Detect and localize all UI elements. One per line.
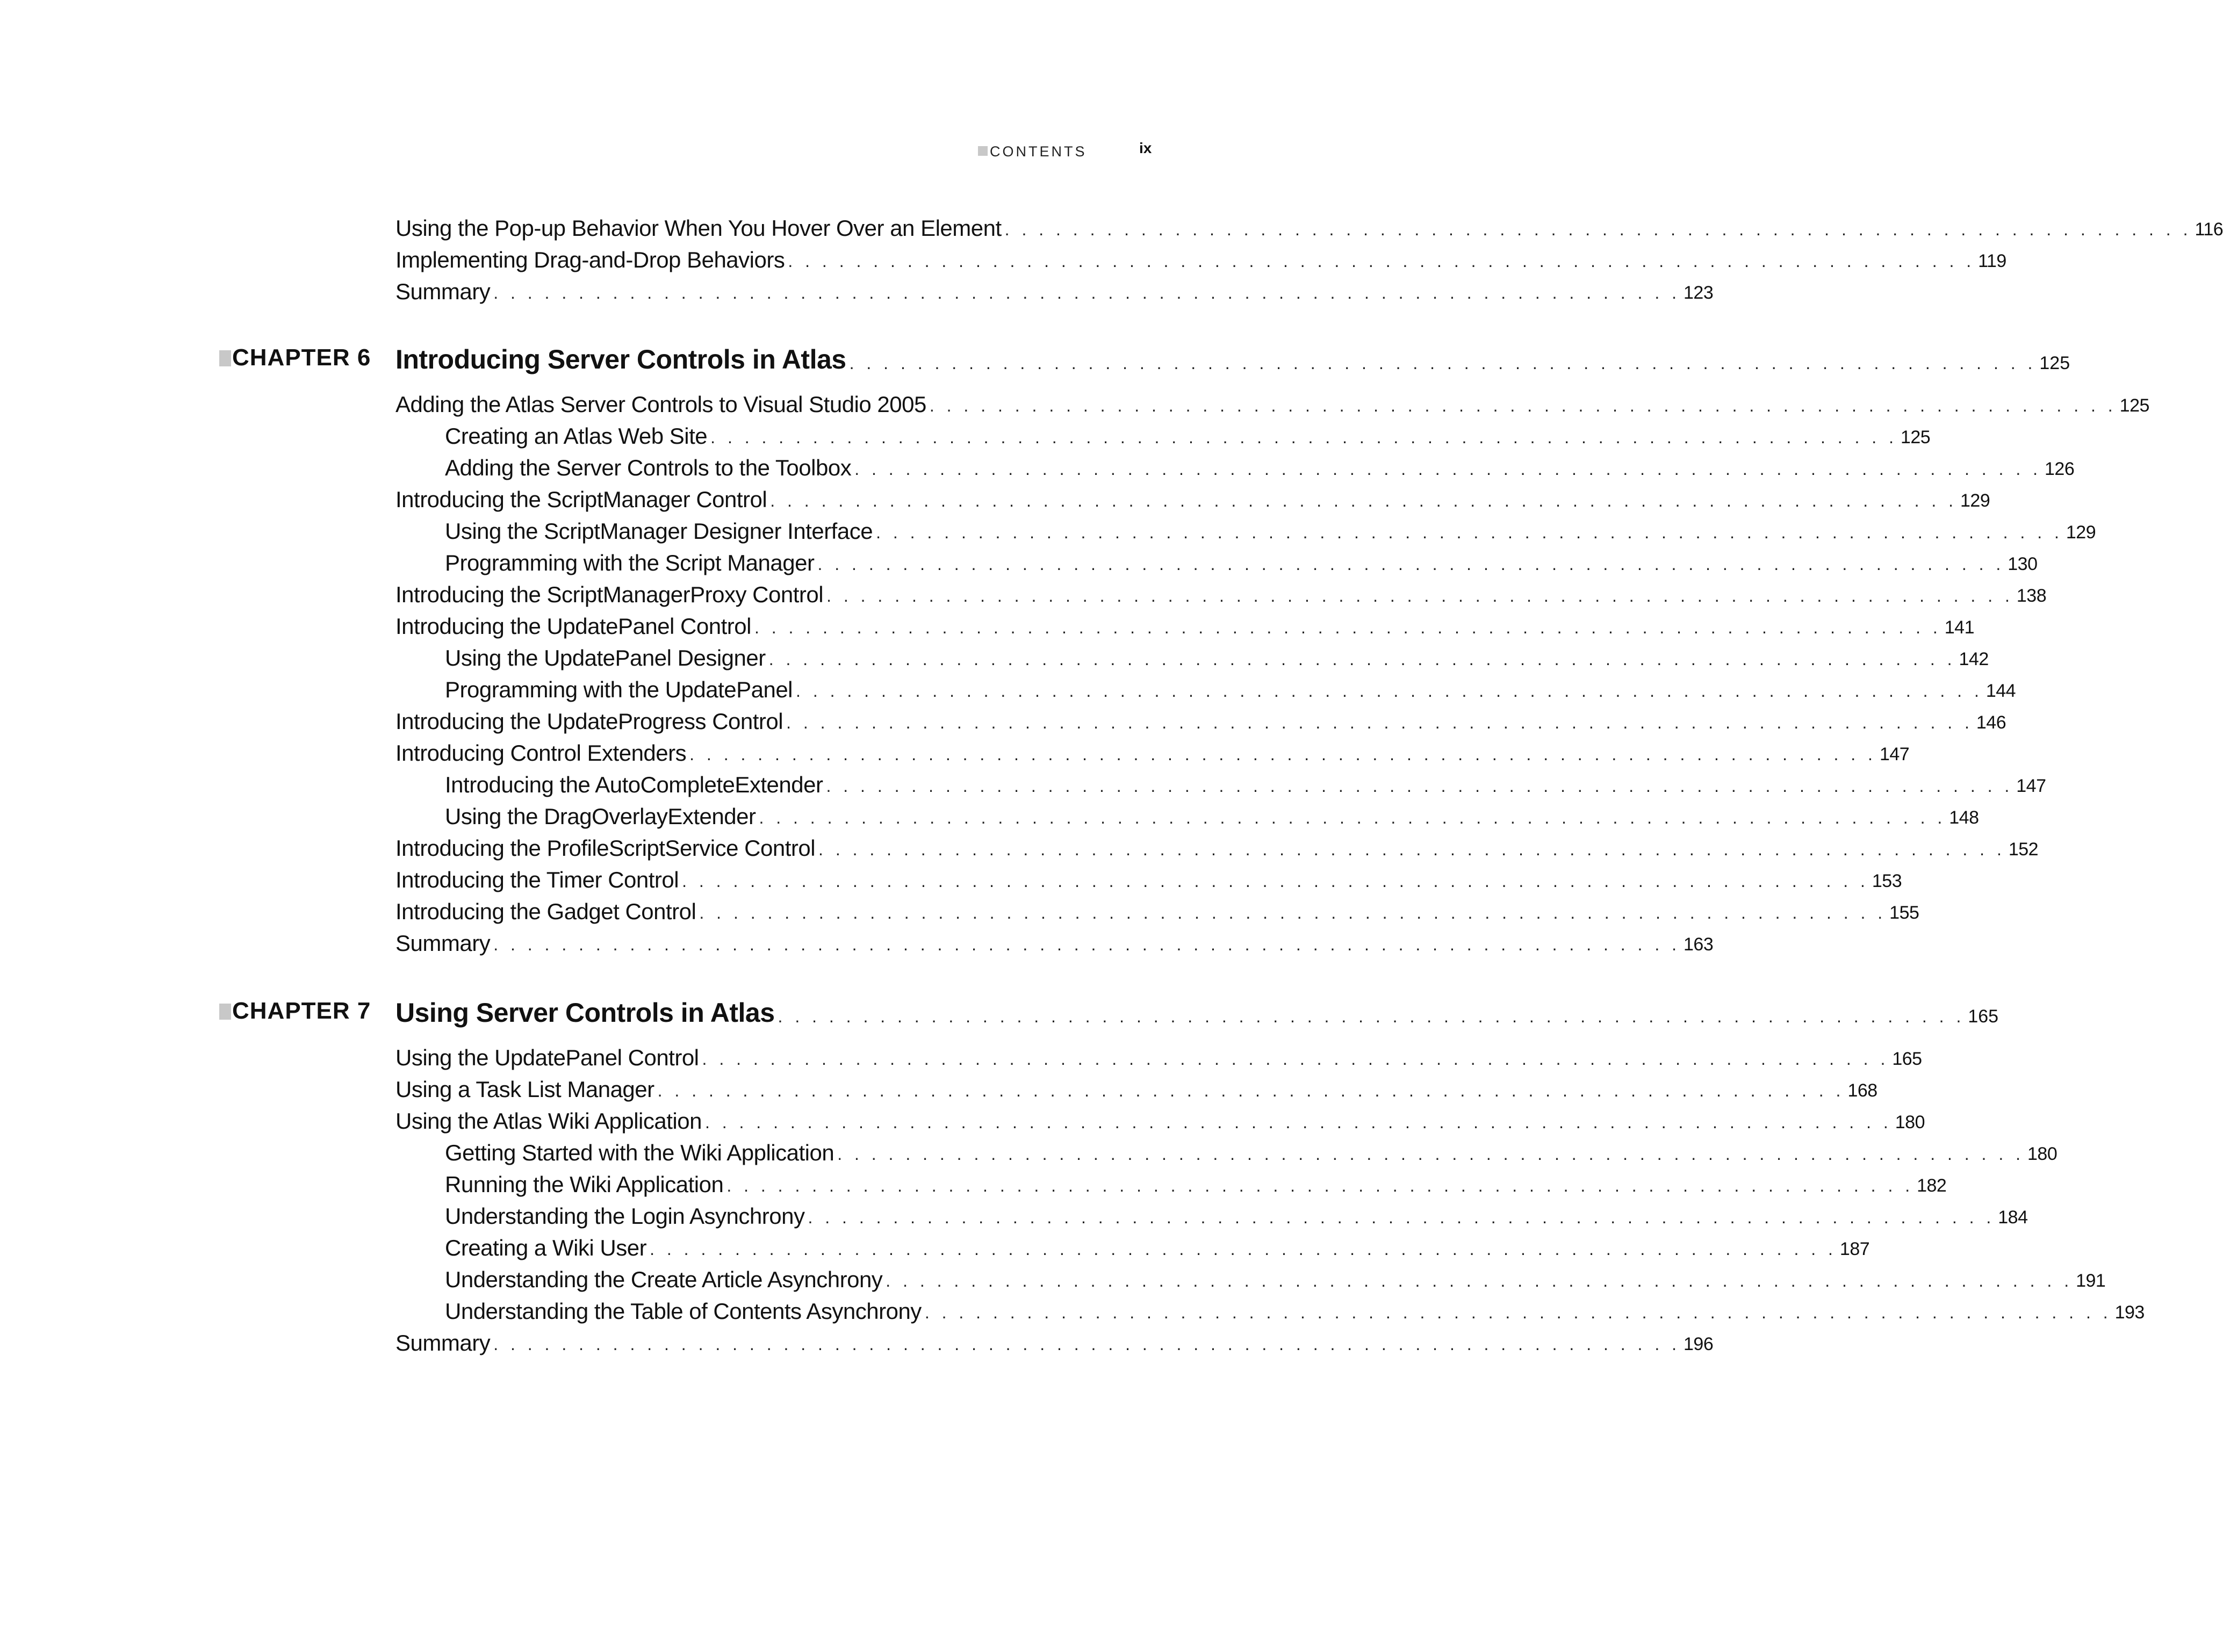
entry-title: Introducing the AutoCompleteExtender bbox=[445, 772, 823, 797]
leader-dots: . . . . . . . . . . . . . . . . . . . . . . . . . . . . . . . . . . . . . . . . . . . . . . . . . . . . . . . . . . . . . . . . . . . . . . bbox=[826, 776, 2013, 796]
leader-dots: . . . . . . . . . . . . . . . . . . . . . . . . . . . . . . . . . . . . . . . . . . . . . . . . . . . . . . . . . . . . . . . . . . . . . . bbox=[704, 1113, 1892, 1132]
chapter-title: Introducing Server Controls in Atlas bbox=[395, 344, 846, 374]
entry-title: Summary bbox=[395, 279, 491, 304]
entry-page-number: 180 bbox=[1895, 1112, 1925, 1132]
entry-title: Programming with the Script Manager bbox=[445, 550, 815, 575]
entry-page-number: 184 bbox=[1998, 1207, 2028, 1228]
entry-page-number: 187 bbox=[1839, 1239, 1870, 1259]
leader-dots: . . . . . . . . . . . . . . . . . . . . . . . . . . . . . . . . . . . . . . . . . . . . . . . . . . . . . . . . . . . . . . . . . . . . . . bbox=[699, 903, 1887, 922]
leader-dots: . . . . . . . . . . . . . . . . . . . . . . . . . . . . . . . . . . . . . . . . . . . . . . . . . . . . . . . . . . . . . . . . . . . . . . bbox=[689, 745, 1876, 764]
leader-dots: . . . . . . . . . . . . . . . . . . . . . . . . . . . . . . . . . . . . . . . . . . . . . . . . . . . . . . . . . . . . . . . . . . . . . . bbox=[854, 459, 2041, 479]
toc-subentry[interactable] bbox=[445, 672, 2016, 703]
entry-title: Summary bbox=[395, 930, 491, 956]
entry-page-number: 148 bbox=[1949, 807, 1979, 828]
toc-subentry[interactable] bbox=[445, 450, 2075, 481]
entry-page-number: 141 bbox=[1944, 617, 1974, 638]
chapter-label: CHAPTER 7 bbox=[232, 998, 371, 1024]
entry-page-number: 123 bbox=[1684, 283, 1714, 303]
toc-entry[interactable] bbox=[395, 1040, 1922, 1071]
entry-page-number: 153 bbox=[1872, 871, 1902, 891]
entry-page-number: 129 bbox=[1960, 490, 1990, 511]
entry-title: Introducing the Timer Control bbox=[395, 867, 679, 892]
chapter-label: CHAPTER 6 bbox=[232, 344, 371, 371]
toc-subentry[interactable] bbox=[445, 1230, 1870, 1261]
entry-title: Introducing the ScriptManager Control bbox=[395, 487, 767, 512]
entry-page-number: 144 bbox=[1985, 681, 2016, 701]
entry-title: Introducing the UpdatePanel Control bbox=[395, 614, 751, 639]
entry-page-number: 155 bbox=[1889, 903, 1919, 923]
toc-entry[interactable] bbox=[395, 1072, 1877, 1103]
toc-entry[interactable] bbox=[395, 894, 1919, 925]
toc-subentry[interactable] bbox=[445, 545, 2038, 576]
entry-title: Understanding the Table of Contents Asynchrony bbox=[445, 1298, 922, 1324]
toc-entry[interactable] bbox=[395, 862, 1902, 893]
entry-title: Adding the Atlas Server Controls to Visual Studio 2005 bbox=[395, 392, 926, 417]
toc-subentry[interactable] bbox=[445, 1199, 2028, 1230]
entry-title: Introducing the Gadget Control bbox=[395, 899, 696, 924]
entry-page-number: 129 bbox=[2066, 522, 2096, 543]
entry-page-number: 138 bbox=[2016, 586, 2047, 606]
chapter-heading[interactable] bbox=[219, 992, 1999, 1029]
toc-entry[interactable] bbox=[395, 242, 2006, 273]
toc-subentry[interactable] bbox=[445, 419, 1931, 450]
toc-subentry[interactable] bbox=[445, 1294, 2145, 1325]
toc-entry[interactable] bbox=[395, 211, 2223, 242]
leader-dots: . . . . . . . . . . . . . . . . . . . . . . . . . . . . . . . . . . . . . . . . . . . . . . . . . . . . . . . . . . . . . . . . . . . . . . bbox=[493, 935, 1680, 954]
leader-dots: . . . . . . . . . . . . . . . . . . . . . . . . . . . . . . . . . . . . . . . . . . . . . . . . . . . . . . . . . . . . . . . . . . . . . . bbox=[817, 554, 2005, 574]
chapter-marker-icon bbox=[219, 1004, 231, 1020]
entry-title: Using the ScriptManager Designer Interface bbox=[445, 518, 873, 544]
entry-page-number: 180 bbox=[2027, 1144, 2057, 1164]
toc-entry[interactable] bbox=[395, 735, 1910, 767]
chapter-title: Using Server Controls in Atlas bbox=[395, 998, 775, 1028]
entry-title: Creating a Wiki User bbox=[445, 1235, 647, 1260]
leader-dots: . . . . . . . . . . . . . . . . . . . . . . . . . . . . . . . . . . . . . . . . . . . . . . . . . . . . . . . . . . . . . . . . . . . . . . bbox=[826, 586, 2013, 605]
entry-title: Programming with the UpdatePanel bbox=[445, 677, 793, 702]
entry-page-number: 147 bbox=[2016, 776, 2046, 796]
leader-dots: . . . . . . . . . . . . . . . . . . . . . . . . . . . . . . . . . . . . . . . . . . . . . . . . . . . . . . . . . . . . . . . . . . . . . . bbox=[818, 840, 2005, 859]
chapter-page-number: 165 bbox=[1968, 1006, 1999, 1027]
leader-dots: . . . . . . . . . . . . . . . . . . . . . . . . . . . . . . . . . . . . . . . . . . . . . . . . . . . . . . . . . . . . . . . . . . . . . . bbox=[808, 1208, 1995, 1227]
entry-page-number: 119 bbox=[1978, 251, 2006, 271]
entry-page-number: 126 bbox=[2045, 459, 2075, 479]
leader-dots: . . . . . . . . . . . . . . . . . . . . . . . . . . . . . . . . . . . . . . . . . . . . . . . . . . . . . . . . . . . . . . . . . . . . . . bbox=[786, 713, 1973, 732]
toc-subentry[interactable] bbox=[445, 767, 2046, 798]
entry-title: Using the Atlas Wiki Application bbox=[395, 1108, 702, 1134]
leader-dots: . . . . . . . . . . . . . . . . . . . . . . . . . . . . . . . . . . . . . . . . . . . . . . . . . . . . . . . . . . . . . . . . . . . . . . bbox=[929, 396, 2117, 415]
entry-page-number: 191 bbox=[2076, 1271, 2106, 1291]
entry-title: Introducing the ScriptManagerProxy Control bbox=[395, 582, 824, 607]
entry-page-number: 142 bbox=[1959, 649, 1989, 669]
leader-dots: . . . . . . . . . . . . . . . . . . . . . . . . . . . . . . . . . . . . . . . . . . . . . . . . . . . . . . . . . . . . . . . . . . . . . . bbox=[726, 1176, 1914, 1195]
toc-entry[interactable] bbox=[395, 926, 1714, 957]
page-number: ix bbox=[1139, 140, 1152, 156]
header-marker-icon bbox=[978, 146, 988, 156]
toc-entry[interactable] bbox=[395, 387, 2149, 418]
entry-page-number: 152 bbox=[2008, 839, 2039, 860]
entry-page-number: 125 bbox=[1900, 427, 1931, 448]
entry-page-number: 163 bbox=[1684, 934, 1714, 955]
entry-title: Introducing Control Extenders bbox=[395, 740, 687, 766]
entry-title: Summary bbox=[395, 1330, 491, 1355]
entry-page-number: 196 bbox=[1684, 1334, 1714, 1354]
entry-title: Understanding the Login Asynchrony bbox=[445, 1203, 805, 1229]
toc-entry[interactable] bbox=[395, 577, 2047, 608]
chapter-page-number: 125 bbox=[2039, 353, 2070, 373]
leader-dots: . . . . . . . . . . . . . . . . . . . . . . . . . . . . . . . . . . . . . . . . . . . . . . . . . . . . . . . . . . . . . . . . . . . . . . bbox=[788, 251, 1975, 271]
leader-dots: . . . . . . . . . . . . . . . . . . . . . . . . . . . . . . . . . . . . . . . . . . . . . . . . . . . . . . . . . . . . . . . . . . . . . . bbox=[778, 1007, 1965, 1026]
toc-entry[interactable] bbox=[395, 704, 2006, 735]
leader-dots: . . . . . . . . . . . . . . . . . . . . . . . . . . . . . . . . . . . . . . . . . . . . . . . . . . . . . . . . . . . . . . . . . . . . . . bbox=[493, 283, 1680, 302]
toc-subentry[interactable] bbox=[445, 1135, 2057, 1166]
toc-subentry[interactable] bbox=[445, 1262, 2106, 1293]
entry-title: Running the Wiki Application bbox=[445, 1172, 724, 1197]
entry-title: Using the DragOverlayExtender bbox=[445, 804, 756, 829]
toc-subentry[interactable] bbox=[445, 1167, 1947, 1198]
leader-dots: . . . . . . . . . . . . . . . . . . . . . . . . . . . . . . . . . . . . . . . . . . . . . . . . . . . . . . . . . . . . . . . . . . . . . . bbox=[682, 871, 1869, 891]
entry-page-number: 116 bbox=[2195, 219, 2223, 240]
running-header bbox=[978, 142, 1171, 163]
leader-dots: . . . . . . . . . . . . . . . . . . . . . . . . . . . . . . . . . . . . . . . . . . . . . . . . . . . . . . . . . . . . . . . . . . . . . . bbox=[768, 650, 1956, 669]
leader-dots: . . . . . . . . . . . . . . . . . . . . . . . . . . . . . . . . . . . . . . . . . . . . . . . . . . . . . . . . . . . . . . . . . . . . . . bbox=[1004, 220, 2192, 239]
toc-entry[interactable] bbox=[395, 482, 1990, 513]
chapter-entry bbox=[395, 338, 2070, 376]
running-header-label: CONTENTS bbox=[990, 143, 1087, 160]
entry-title: Getting Started with the Wiki Application bbox=[445, 1140, 834, 1165]
chapter-marker-icon bbox=[219, 350, 231, 366]
entry-title: Using the UpdatePanel Designer bbox=[445, 645, 766, 670]
leader-dots: . . . . . . . . . . . . . . . . . . . . . . . . . . . . . . . . . . . . . . . . . . . . . . . . . . . . . . . . . . . . . . . . . . . . . . bbox=[924, 1303, 2112, 1322]
entry-title: Creating an Atlas Web Site bbox=[445, 423, 708, 449]
entry-title: Adding the Server Controls to the Toolbox bbox=[445, 455, 852, 480]
entry-page-number: 193 bbox=[2114, 1302, 2145, 1323]
entry-page-number: 182 bbox=[1917, 1175, 1947, 1196]
leader-dots: . . . . . . . . . . . . . . . . . . . . . . . . . . . . . . . . . . . . . . . . . . . . . . . . . . . . . . . . . . . . . . . . . . . . . . bbox=[710, 428, 1897, 447]
toc-entry[interactable] bbox=[395, 274, 1714, 305]
toc-subentry[interactable] bbox=[445, 799, 1979, 830]
entry-page-number: 146 bbox=[1976, 712, 2006, 733]
leader-dots: . . . . . . . . . . . . . . . . . . . . . . . . . . . . . . . . . . . . . . . . . . . . . . . . . . . . . . . . . . . . . . . . . . . . . . bbox=[650, 1239, 1837, 1259]
toc-subentry[interactable] bbox=[445, 514, 2096, 545]
chapter-entry bbox=[395, 992, 1999, 1029]
leader-dots: . . . . . . . . . . . . . . . . . . . . . . . . . . . . . . . . . . . . . . . . . . . . . . . . . . . . . . . . . . . . . . . . . . . . . . bbox=[876, 523, 2063, 542]
entry-title: Using a Task List Manager bbox=[395, 1077, 654, 1102]
entry-page-number: 125 bbox=[2119, 395, 2149, 416]
entry-title: Introducing the UpdateProgress Control bbox=[395, 709, 783, 734]
chapter-heading[interactable] bbox=[219, 338, 2070, 376]
leader-dots: . . . . . . . . . . . . . . . . . . . . . . . . . . . . . . . . . . . . . . . . . . . . . . . . . . . . . . . . . . . . . . . . . . . . . . bbox=[759, 808, 1946, 827]
entry-page-number: 130 bbox=[2008, 554, 2038, 574]
leader-dots: . . . . . . . . . . . . . . . . . . . . . . . . . . . . . . . . . . . . . . . . . . . . . . . . . . . . . . . . . . . . . . . . . . . . . . bbox=[849, 354, 2037, 373]
entry-page-number: 147 bbox=[1879, 744, 1910, 764]
leader-dots: . . . . . . . . . . . . . . . . . . . . . . . . . . . . . . . . . . . . . . . . . . . . . . . . . . . . . . . . . . . . . . . . . . . . . . bbox=[702, 1049, 1889, 1069]
entry-page-number: 165 bbox=[1892, 1049, 1922, 1069]
leader-dots: . . . . . . . . . . . . . . . . . . . . . . . . . . . . . . . . . . . . . . . . . . . . . . . . . . . . . . . . . . . . . . . . . . . . . . bbox=[754, 618, 1941, 637]
leader-dots: . . . . . . . . . . . . . . . . . . . . . . . . . . . . . . . . . . . . . . . . . . . . . . . . . . . . . . . . . . . . . . . . . . . . . . bbox=[770, 491, 1958, 510]
leader-dots: . . . . . . . . . . . . . . . . . . . . . . . . . . . . . . . . . . . . . . . . . . . . . . . . . . . . . . . . . . . . . . . . . . . . . . bbox=[657, 1081, 1845, 1100]
leader-dots: . . . . . . . . . . . . . . . . . . . . . . . . . . . . . . . . . . . . . . . . . . . . . . . . . . . . . . . . . . . . . . . . . . . . . . bbox=[796, 681, 1983, 701]
leader-dots: . . . . . . . . . . . . . . . . . . . . . . . . . . . . . . . . . . . . . . . . . . . . . . . . . . . . . . . . . . . . . . . . . . . . . . bbox=[837, 1144, 2024, 1164]
toc-subentry[interactable] bbox=[445, 640, 1989, 672]
entry-title: Using the Pop-up Behavior When You Hover Over an Element bbox=[395, 215, 1002, 241]
entry-page-number: 168 bbox=[1847, 1080, 1877, 1101]
leader-dots: . . . . . . . . . . . . . . . . . . . . . . . . . . . . . . . . . . . . . . . . . . . . . . . . . . . . . . . . . . . . . . . . . . . . . . bbox=[493, 1334, 1680, 1354]
toc-entry[interactable] bbox=[395, 1103, 1925, 1135]
toc-entry[interactable] bbox=[395, 609, 1974, 640]
entry-title: Using the UpdatePanel Control bbox=[395, 1045, 699, 1070]
toc-entry[interactable] bbox=[395, 831, 2039, 862]
leader-dots: . . . . . . . . . . . . . . . . . . . . . . . . . . . . . . . . . . . . . . . . . . . . . . . . . . . . . . . . . . . . . . . . . . . . . . bbox=[886, 1271, 2073, 1290]
entry-title: Implementing Drag-and-Drop Behaviors bbox=[395, 247, 785, 272]
toc-entry[interactable] bbox=[395, 1325, 1714, 1357]
entry-title: Introducing the ProfileScriptService Control bbox=[395, 835, 816, 861]
entry-title: Understanding the Create Article Asynchrony bbox=[445, 1267, 883, 1292]
